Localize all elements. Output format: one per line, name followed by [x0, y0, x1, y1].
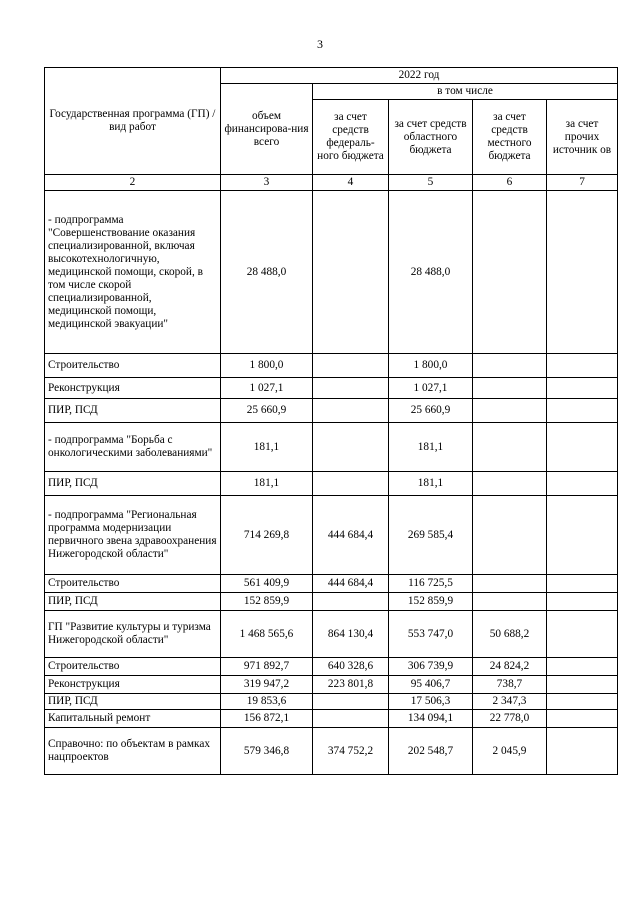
row-federal	[313, 593, 389, 611]
table-row	[45, 191, 618, 354]
financing-table	[44, 67, 618, 775]
row-other	[547, 378, 618, 399]
row-local	[473, 399, 547, 423]
table-row	[45, 728, 618, 775]
table-row	[45, 593, 618, 611]
row-total: 19 853,6	[221, 694, 313, 710]
row-regional: 28 488,0	[389, 191, 473, 354]
row-name: Капитальный ремонт	[45, 710, 221, 728]
row-local: 50 688,2	[473, 611, 547, 658]
row-total: 1 027,1	[221, 378, 313, 399]
row-regional: 152 859,9	[389, 593, 473, 611]
row-name: ПИР, ПСД	[45, 399, 221, 423]
row-regional: 134 094,1	[389, 710, 473, 728]
row-name: Строительство	[45, 575, 221, 593]
row-other	[547, 593, 618, 611]
row-name: - подпрограмма "Совершенствование оказания специализированной, включая высокотехнологичную, медицинской помощи, скорой, в том числе скорой специализированной, медицинской помощи, медицинской эвакуации"	[45, 191, 221, 354]
table-row	[45, 399, 618, 423]
page-number: 3	[317, 37, 323, 51]
row-name: - подпрограмма "Борьба с онкологическими заболеваниями"	[45, 423, 221, 472]
row-total: 579 346,8	[221, 728, 313, 775]
row-local	[473, 496, 547, 575]
row-regional: 269 585,4	[389, 496, 473, 575]
row-name: - подпрограмма "Региональная программа модернизации первичного звена здравоохранения Нижегородской области"	[45, 496, 221, 575]
table-row	[45, 676, 618, 694]
row-other	[547, 575, 618, 593]
column-number: 6	[473, 175, 547, 191]
row-regional: 1 027,1	[389, 378, 473, 399]
row-regional: 202 548,7	[389, 728, 473, 775]
table-row	[45, 496, 618, 575]
row-other	[547, 354, 618, 378]
table-row	[45, 472, 618, 496]
header-other: за счет прочих источник ов	[547, 100, 618, 175]
row-federal: 444 684,4	[313, 496, 389, 575]
row-local	[473, 191, 547, 354]
row-total: 1 800,0	[221, 354, 313, 378]
row-other	[547, 728, 618, 775]
row-federal: 223 801,8	[313, 676, 389, 694]
row-federal: 374 752,2	[313, 728, 389, 775]
row-regional: 1 800,0	[389, 354, 473, 378]
row-federal	[313, 423, 389, 472]
row-other	[547, 399, 618, 423]
row-name: ПИР, ПСД	[45, 593, 221, 611]
row-local: 738,7	[473, 676, 547, 694]
column-number: 5	[389, 175, 473, 191]
row-local: 22 778,0	[473, 710, 547, 728]
header-regional: за счет средств областного бюджета	[389, 100, 473, 175]
row-name: Справочно: по объектам в рамках нацпроектов	[45, 728, 221, 775]
row-federal	[313, 378, 389, 399]
table-row	[45, 694, 618, 710]
row-federal	[313, 191, 389, 354]
header-program: Государственная программа (ГП) / вид работ	[45, 68, 221, 175]
row-regional: 181,1	[389, 423, 473, 472]
row-total: 971 892,7	[221, 658, 313, 676]
row-name: ПИР, ПСД	[45, 472, 221, 496]
header-local: за счет средств местного бюджета	[473, 100, 547, 175]
table-row	[45, 354, 618, 378]
row-name: Реконструкция	[45, 378, 221, 399]
row-total: 1 468 565,6	[221, 611, 313, 658]
table-row	[45, 611, 618, 658]
row-regional: 17 506,3	[389, 694, 473, 710]
row-total: 714 269,8	[221, 496, 313, 575]
row-other	[547, 191, 618, 354]
table-row	[45, 423, 618, 472]
row-total: 28 488,0	[221, 191, 313, 354]
row-total: 156 872,1	[221, 710, 313, 728]
row-federal: 640 328,6	[313, 658, 389, 676]
row-regional: 181,1	[389, 472, 473, 496]
row-name: ПИР, ПСД	[45, 694, 221, 710]
row-total: 152 859,9	[221, 593, 313, 611]
row-name: Реконструкция	[45, 676, 221, 694]
row-total: 319 947,2	[221, 676, 313, 694]
row-federal	[313, 354, 389, 378]
row-regional: 306 739,9	[389, 658, 473, 676]
row-local	[473, 423, 547, 472]
row-total: 181,1	[221, 472, 313, 496]
row-total: 25 660,9	[221, 399, 313, 423]
table-row	[45, 575, 618, 593]
table-row	[45, 658, 618, 676]
row-regional: 553 747,0	[389, 611, 473, 658]
row-local	[473, 593, 547, 611]
row-name: ГП "Развитие культуры и туризма Нижегородской области"	[45, 611, 221, 658]
row-other	[547, 658, 618, 676]
header-including: в том числе	[313, 84, 618, 100]
header-year: 2022 год	[221, 68, 618, 84]
row-name: Строительство	[45, 658, 221, 676]
row-federal	[313, 694, 389, 710]
row-federal	[313, 472, 389, 496]
row-other	[547, 423, 618, 472]
column-number: 2	[45, 175, 221, 191]
row-other	[547, 676, 618, 694]
table-row	[45, 710, 618, 728]
row-other	[547, 694, 618, 710]
row-regional: 95 406,7	[389, 676, 473, 694]
row-other	[547, 611, 618, 658]
row-local: 2 347,3	[473, 694, 547, 710]
table-row	[45, 378, 618, 399]
row-local	[473, 354, 547, 378]
row-other	[547, 472, 618, 496]
row-total: 181,1	[221, 423, 313, 472]
column-number: 3	[221, 175, 313, 191]
row-local	[473, 575, 547, 593]
row-federal: 864 130,4	[313, 611, 389, 658]
row-name: Строительство	[45, 354, 221, 378]
row-local	[473, 472, 547, 496]
row-regional: 25 660,9	[389, 399, 473, 423]
row-local: 24 824,2	[473, 658, 547, 676]
row-other	[547, 710, 618, 728]
column-number: 4	[313, 175, 389, 191]
row-federal: 444 684,4	[313, 575, 389, 593]
column-number-row	[45, 175, 618, 191]
row-local	[473, 378, 547, 399]
row-regional: 116 725,5	[389, 575, 473, 593]
row-other	[547, 496, 618, 575]
column-number: 7	[547, 175, 618, 191]
row-total: 561 409,9	[221, 575, 313, 593]
row-federal	[313, 710, 389, 728]
row-federal	[313, 399, 389, 423]
row-local: 2 045,9	[473, 728, 547, 775]
header-total: объем финансирова-ния всего	[221, 84, 313, 175]
header-federal: за счет средств федераль-ного бюджета	[313, 100, 389, 175]
